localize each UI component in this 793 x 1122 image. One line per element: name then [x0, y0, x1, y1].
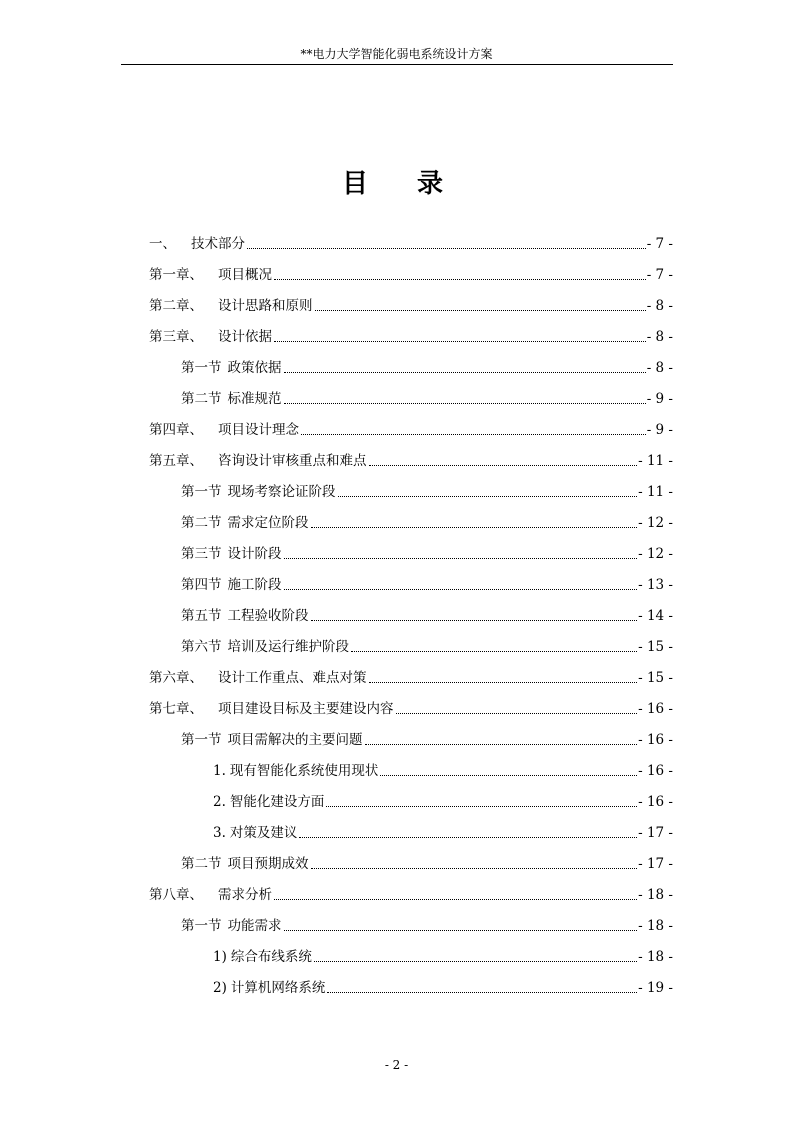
toc-entry-page: - 9 -: [646, 391, 673, 407]
toc-entry-page: - 12 -: [638, 546, 673, 562]
toc-leader-dots: [311, 527, 638, 528]
toc-entry-number: 第四节: [181, 577, 222, 593]
toc-leader-dots: [284, 372, 646, 373]
toc-entry[interactable]: [149, 293, 673, 315]
toc-entry-page: - 8 -: [646, 298, 673, 314]
toc-leader-dots: [380, 775, 637, 776]
toc-entry-number: 第二节: [181, 515, 222, 531]
toc-entry-title: 综合布线系统: [230, 949, 312, 965]
toc-entry-title: 项目需解决的主要问题: [227, 732, 363, 748]
toc-leader-dots: [274, 341, 646, 342]
toc-entry-title: 培训及运行维护阶段: [227, 639, 349, 655]
toc-entry-number: 第二节: [181, 856, 222, 872]
toc-entry-number: 第一节: [181, 360, 222, 376]
toc-entry-page: - 14 -: [638, 608, 673, 624]
toc-entry-number: 第五节: [181, 608, 222, 624]
toc-entry-page: - 16 -: [638, 732, 673, 748]
toc-entry[interactable]: [181, 510, 673, 532]
toc-entry[interactable]: [181, 727, 673, 749]
toc-entry-title: 设计依据: [218, 329, 272, 345]
toc-entry[interactable]: [181, 851, 673, 873]
toc-entry-page: - 13 -: [638, 577, 673, 593]
toc-entry[interactable]: [181, 603, 673, 625]
header-divider: [121, 64, 673, 65]
toc-entry-title: 需求分析: [218, 887, 272, 903]
toc-leader-dots: [274, 279, 646, 280]
toc-entry-title: 工程验收阶段: [227, 608, 309, 624]
toc-entry[interactable]: [181, 541, 673, 563]
toc-entry-page: - 12 -: [638, 515, 673, 531]
toc-entry[interactable]: [213, 944, 673, 966]
toc-entry-title: 设计思路和原则: [218, 298, 313, 314]
toc-entry-page: - 7 -: [646, 267, 673, 283]
toc-entry[interactable]: [213, 820, 673, 842]
toc-leader-dots: [369, 682, 638, 683]
toc-entry-page: - 15 -: [638, 670, 673, 686]
toc-entry[interactable]: [149, 417, 673, 439]
toc-entry-title: 智能化建设方面: [229, 794, 325, 810]
toc-leader-dots: [338, 496, 638, 497]
running-header: **电力大学智能化弱电系统设计方案: [300, 47, 493, 61]
toc-entry-page: - 8 -: [646, 329, 673, 345]
toc-entry-page: - 15 -: [638, 639, 673, 655]
toc-leader-dots: [315, 310, 646, 311]
toc-entry[interactable]: [181, 634, 673, 656]
toc-leader-dots: [326, 806, 637, 807]
toc-entry[interactable]: [149, 262, 673, 284]
toc-leader-dots: [311, 868, 638, 869]
toc-entry-page: - 11 -: [638, 453, 673, 469]
toc-leader-dots: [327, 992, 637, 993]
toc-entry-title: 设计阶段: [227, 546, 282, 562]
toc-entry-page: - 16 -: [638, 794, 673, 810]
toc-entry-number: 第三节: [181, 546, 222, 562]
toc-entry-number: 第一节: [181, 484, 222, 500]
toc-entry[interactable]: [149, 665, 673, 687]
toc-leader-dots: [284, 558, 638, 559]
toc-leader-dots: [365, 744, 638, 745]
toc-entry[interactable]: [213, 758, 673, 780]
toc-entry-number: 第一节: [181, 732, 222, 748]
toc-leader-dots: [311, 620, 638, 621]
toc-entry-title: 项目预期成效: [227, 856, 309, 872]
toc-entry-title: 计算机网络系统: [230, 980, 326, 996]
toc-entry-title: 标准规范: [227, 391, 282, 407]
toc-leader-dots: [314, 961, 637, 962]
toc-entry-number: 第六章、: [149, 670, 203, 686]
toc-entry-number: 第四章、: [149, 422, 203, 438]
toc-entry-title: 对策及建议: [229, 825, 298, 841]
toc-entry-number: 第七章、: [149, 701, 203, 717]
toc-entry-number: 一、: [149, 236, 176, 252]
toc-entry-title: 现有智能化系统使用现状: [229, 763, 379, 779]
page-title: 目 录: [341, 169, 464, 199]
toc-leader-dots: [274, 899, 637, 900]
toc-entry-number: 第一节: [181, 918, 222, 934]
toc-leader-dots: [284, 589, 638, 590]
toc-leader-dots: [369, 465, 638, 466]
toc-entry[interactable]: [181, 355, 673, 377]
toc-entry[interactable]: [181, 479, 673, 501]
toc-entry-number: 第二节: [181, 391, 222, 407]
toc-entry-title: 咨询设计审核重点和难点: [218, 453, 367, 469]
toc-entry[interactable]: [149, 448, 673, 470]
toc-entry-number: 第八章、: [149, 887, 203, 903]
toc-entry[interactable]: [181, 386, 673, 408]
toc-entry[interactable]: [149, 696, 673, 718]
toc-entry-page: - 18 -: [638, 918, 673, 934]
toc-entry-number: 2): [213, 980, 227, 996]
toc-entry-title: 项目概况: [218, 267, 272, 283]
toc-entry[interactable]: [213, 975, 673, 997]
toc-entry-number: 第六节: [181, 639, 222, 655]
toc-leader-dots: [299, 837, 637, 838]
toc-entry-page: - 18 -: [638, 949, 673, 965]
page-number: - 2 -: [384, 1058, 409, 1072]
toc-leader-dots: [284, 930, 638, 931]
toc-entry-page: - 9 -: [646, 422, 673, 438]
toc-entry-title: 需求定位阶段: [227, 515, 309, 531]
toc-entry-page: - 17 -: [638, 825, 673, 841]
toc-entry-title: 功能需求: [227, 918, 282, 934]
toc-entry-number: 3.: [213, 825, 226, 841]
toc-entry-page: - 16 -: [638, 763, 673, 779]
toc-entry-title: 施工阶段: [227, 577, 282, 593]
toc-entry-page: - 8 -: [646, 360, 673, 376]
toc-entry-title: 项目设计理念: [218, 422, 299, 438]
toc-entry-number: 第五章、: [149, 453, 203, 469]
toc-entry-title: 项目建设目标及主要建设内容: [218, 701, 394, 717]
toc-entry-title: 技术部分: [191, 236, 245, 252]
toc-entry-title: 现场考察论证阶段: [227, 484, 336, 500]
toc-entry[interactable]: [149, 324, 673, 346]
toc-entry[interactable]: [213, 789, 673, 811]
toc-entry-number: 2.: [213, 794, 226, 810]
toc-entry-number: 1): [213, 949, 227, 965]
toc-leader-dots: [301, 434, 646, 435]
toc-leader-dots: [396, 713, 638, 714]
toc-entry-page: - 17 -: [638, 856, 673, 872]
toc-entry[interactable]: [181, 913, 673, 935]
toc-leader-dots: [247, 248, 646, 249]
toc-entry-page: - 18 -: [638, 887, 673, 903]
toc-entry-title: 设计工作重点、难点对策: [218, 670, 367, 686]
toc-entry[interactable]: [181, 572, 673, 594]
toc-entry-page: - 19 -: [638, 980, 673, 996]
toc-leader-dots: [351, 651, 637, 652]
toc-entry-number: 第一章、: [149, 267, 203, 283]
toc-entry[interactable]: [149, 231, 673, 253]
toc-entry-page: - 16 -: [638, 701, 673, 717]
toc-entry-number: 第三章、: [149, 329, 203, 345]
toc-entry-number: 1.: [213, 763, 226, 779]
toc-entry-number: 第二章、: [149, 298, 203, 314]
toc-entry-title: 政策依据: [227, 360, 282, 376]
toc-entry-page: - 11 -: [638, 484, 673, 500]
toc-entry-page: - 7 -: [646, 236, 673, 252]
toc-leader-dots: [284, 403, 646, 404]
toc-entry[interactable]: [149, 882, 673, 904]
